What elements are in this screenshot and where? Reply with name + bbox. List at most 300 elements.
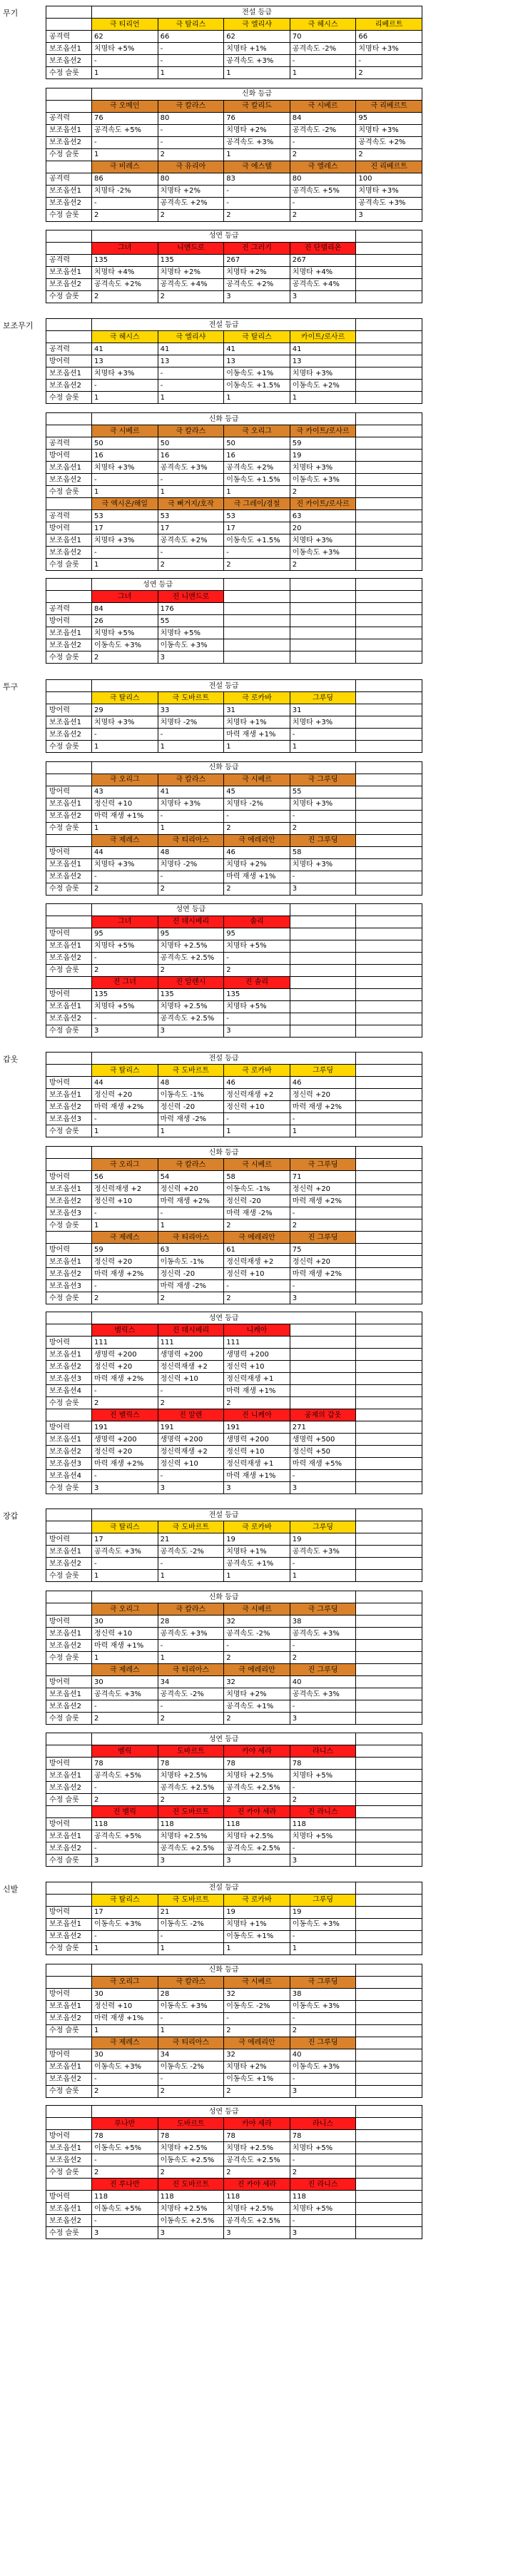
- stat-cell: 3: [290, 2227, 356, 2239]
- empty-cell: [356, 903, 422, 916]
- stat-cell: 치명타 +3%: [356, 43, 422, 55]
- empty-cell: [356, 1446, 422, 1458]
- table-row: [46, 498, 422, 510]
- item-name-cell: 극 카이트/로사르: [290, 425, 356, 437]
- table-row: [46, 148, 422, 161]
- table-row: [46, 197, 422, 209]
- empty-cell: [290, 1025, 356, 1037]
- table-row: [46, 1089, 422, 1101]
- empty-cell: [356, 1640, 422, 1652]
- stat-cell: 마력 재생 +1%: [224, 729, 290, 741]
- row-label: [46, 161, 92, 173]
- item-name-cell: 극 비레스: [92, 161, 158, 173]
- table-title-row: [46, 2106, 422, 2118]
- stat-cell: 50: [92, 437, 158, 450]
- stat-cell: 83: [224, 173, 290, 185]
- table-row: [46, 1065, 422, 1077]
- empty-cell: [356, 579, 422, 591]
- table-row: [46, 1942, 422, 1954]
- stat-cell: 치명타 +5%: [92, 940, 158, 952]
- stat-cell: 1: [158, 486, 224, 498]
- stat-cell: 이동속도 +5%: [92, 2142, 158, 2154]
- stat-cell: 치명타 +2%: [158, 266, 224, 278]
- table-row: [46, 1077, 422, 1089]
- item-name-cell: 카야 세라: [224, 2118, 290, 2130]
- stat-cell: 1: [92, 392, 158, 404]
- empty-cell: [46, 1733, 92, 1745]
- stat-cell: -: [158, 55, 224, 67]
- table-row: [46, 1770, 422, 1782]
- item-name-cell: 극 시베르: [224, 1159, 290, 1171]
- row-label: 방어력: [46, 2049, 92, 2061]
- table-title-row: [46, 1591, 422, 1603]
- empty-cell: [356, 1053, 422, 1065]
- stat-cell: 13: [224, 355, 290, 367]
- table-row: [46, 1533, 422, 1546]
- stat-cell: 1: [92, 67, 158, 79]
- stat-cell: 78: [290, 1758, 356, 1770]
- row-label: 보조옵션2: [46, 2215, 92, 2227]
- item-name-cell: 극 그루딩: [290, 774, 356, 786]
- stat-cell: 정신력재생 +2: [224, 1256, 290, 1268]
- empty-cell: [356, 651, 422, 664]
- stat-cell: 치명타 +2.5%: [224, 1770, 290, 1782]
- table-title-row: [46, 88, 422, 100]
- stat-cell: 38: [290, 1616, 356, 1628]
- stat-cell: -: [92, 1385, 158, 1397]
- empty-cell: [356, 774, 422, 786]
- empty-cell: [46, 88, 92, 100]
- empty-cell: [46, 1053, 92, 1065]
- stat-cell: 정신력 +10: [158, 1373, 224, 1385]
- table-row: [46, 450, 422, 462]
- stat-cell: 3: [92, 1855, 158, 1867]
- item-name-cell: 진 카야 세라: [224, 1806, 290, 1818]
- empty-cell: [356, 928, 422, 940]
- item-name-cell: 공제의 갑옷: [290, 1409, 356, 1421]
- stat-cell: 정신력 +20: [92, 1089, 158, 1101]
- stat-cell: 1: [290, 67, 356, 79]
- item-name-cell: 니케아: [224, 1324, 290, 1337]
- empty-cell: [356, 1065, 422, 1077]
- stat-cell: 생명력 +200: [92, 1349, 158, 1361]
- stat-cell: -: [290, 1470, 356, 1482]
- empty-cell: [356, 1385, 422, 1397]
- empty-cell: [356, 355, 422, 367]
- row-label: 보조옵션1: [46, 1256, 92, 1268]
- empty-cell: [224, 615, 290, 627]
- empty-cell: [356, 786, 422, 798]
- row-label: 방어력: [46, 450, 92, 462]
- stat-cell: 1: [92, 148, 158, 161]
- empty-cell: [356, 2061, 422, 2073]
- stat-cell: 이동속도 -2%: [224, 2000, 290, 2012]
- row-label: [46, 1324, 92, 1337]
- table-row: [46, 55, 422, 67]
- table-row: [46, 43, 422, 55]
- stat-cell: 1: [290, 741, 356, 753]
- table-row: [46, 2061, 422, 2073]
- stat-cell: 치명타 +3%: [356, 124, 422, 136]
- stat-cell: 19: [290, 450, 356, 462]
- stat-cell: 공격속도 +3%: [356, 197, 422, 209]
- stat-cell: 치명타 +2.5%: [224, 2203, 290, 2215]
- category-label: 무기: [3, 9, 19, 18]
- stat-cell: 정신력 -20: [158, 1101, 224, 1113]
- empty-cell: [356, 266, 422, 278]
- grade-title: 성연 등급: [92, 1733, 356, 1745]
- empty-cell: [356, 1930, 422, 1942]
- stat-cell: 치명타 +2.5%: [158, 1000, 224, 1013]
- row-label: 방어력: [46, 1906, 92, 1918]
- empty-cell: [356, 1733, 422, 1745]
- table-row: [46, 1373, 422, 1385]
- row-label: 공격력: [46, 510, 92, 522]
- stat-cell: -: [92, 380, 158, 392]
- empty-cell: [356, 1244, 422, 1256]
- stat-cell: 135: [92, 988, 158, 1000]
- empty-cell: [356, 1818, 422, 1830]
- stat-cell: 정신력재생 +2: [158, 1361, 224, 1373]
- table-row: [46, 1794, 422, 1806]
- row-label: 공격력: [46, 254, 92, 266]
- row-label: 방어력: [46, 1244, 92, 1256]
- stat-cell: 1: [224, 1125, 290, 1137]
- empty-cell: [46, 903, 92, 916]
- stat-cell: 32: [224, 1676, 290, 1688]
- stat-cell: 마력 재생 -2%: [158, 1113, 224, 1125]
- empty-cell: [356, 1782, 422, 1794]
- stat-cell: -: [92, 1113, 158, 1125]
- table-row: [46, 173, 422, 185]
- empty-cell: [356, 883, 422, 895]
- table-row: [46, 1349, 422, 1361]
- stat-cell: 공격속도 +1%: [224, 1558, 290, 1570]
- stat-cell: 치명타 +3%: [290, 367, 356, 380]
- table-row: [46, 2142, 422, 2154]
- row-label: 방어력: [46, 988, 92, 1000]
- stat-cell: -: [290, 2073, 356, 2085]
- stat-cell: 2: [290, 1652, 356, 1664]
- item-name-cell: 극 헤시스: [290, 19, 356, 31]
- table-row: [46, 928, 422, 940]
- empty-cell: [46, 761, 92, 774]
- row-label: 수정 슬롯: [46, 486, 92, 498]
- empty-cell: [356, 810, 422, 822]
- stat-cell: 84: [290, 112, 356, 124]
- stat-cell: 95: [158, 928, 224, 940]
- empty-cell: [356, 343, 422, 355]
- table-row: [46, 266, 422, 278]
- item-name-cell: 극 에스텔: [224, 161, 290, 173]
- table-row: [46, 1409, 422, 1421]
- stat-cell: 치명타 +3%: [92, 367, 158, 380]
- empty-cell: [356, 1964, 422, 1976]
- stat-cell: 이동속도 +3%: [290, 474, 356, 486]
- stat-cell: 17: [224, 522, 290, 534]
- row-label: 보조옵션2: [46, 1361, 92, 1373]
- table-row: [46, 1397, 422, 1409]
- item-name-cell: 극 유리아: [158, 161, 224, 173]
- stat-cell: -: [224, 1280, 290, 1292]
- item-name-cell: 도바르트: [158, 1745, 224, 1758]
- stat-cell: 마력 재생 +1%: [92, 1640, 158, 1652]
- stat-cell: [290, 1373, 356, 1385]
- stat-cell: -: [290, 1207, 356, 1219]
- stat-cell: 53: [224, 510, 290, 522]
- stat-cell: 마력 재생 +1%: [224, 1385, 290, 1397]
- table-row: [46, 290, 422, 303]
- table-row: [46, 1171, 422, 1183]
- stat-cell: 2: [224, 1292, 290, 1304]
- empty-cell: [356, 1207, 422, 1219]
- stat-cell: 19: [224, 1906, 290, 1918]
- stat-cell: 마력 재생 +1%: [224, 1470, 290, 1482]
- empty-cell: [46, 230, 92, 242]
- stat-cell: 이동속도 +3%: [92, 2061, 158, 2073]
- empty-cell: [356, 692, 422, 704]
- stat-cell: 1: [92, 1652, 158, 1664]
- stat-cell: 56: [92, 1171, 158, 1183]
- empty-cell: [356, 2024, 422, 2037]
- grade-table: [46, 88, 422, 222]
- empty-cell: [356, 450, 422, 462]
- empty-cell: [224, 603, 290, 615]
- stat-cell: 공격속도 +2.5%: [224, 1782, 290, 1794]
- row-label: 방어력: [46, 1533, 92, 1546]
- grade-title: 전설 등급: [92, 1882, 356, 1894]
- empty-cell: [356, 2203, 422, 2215]
- stat-cell: 마력 재생 -2%: [224, 1207, 290, 1219]
- stat-cell: 3: [356, 209, 422, 221]
- stat-cell: 3: [158, 1855, 224, 1867]
- empty-cell: [356, 1558, 422, 1570]
- empty-cell: [356, 367, 422, 380]
- stat-cell: 2: [224, 1713, 290, 1725]
- row-label: [46, 976, 92, 988]
- stat-cell: 이동속도 -2%: [158, 2061, 224, 2073]
- empty-cell: [356, 2215, 422, 2227]
- stat-cell: 이동속도 +1.5%: [224, 380, 290, 392]
- stat-cell: 76: [224, 112, 290, 124]
- stat-cell: 치명타 +2%: [224, 266, 290, 278]
- item-name-cell: 극 엘레스: [290, 161, 356, 173]
- stat-cell: 118: [158, 1818, 224, 1830]
- empty-cell: [356, 1842, 422, 1855]
- stat-cell: 치명타 +5%: [290, 2203, 356, 2215]
- empty-cell: [46, 680, 92, 692]
- item-name-cell: 벨릭스: [92, 1324, 158, 1337]
- stat-cell: [290, 1385, 356, 1397]
- stat-cell: -: [92, 1930, 158, 1942]
- row-label: 수정 슬롯: [46, 964, 92, 976]
- category-label: 신발: [3, 1884, 19, 1894]
- row-label: 보조옵션1: [46, 2061, 92, 2073]
- stat-cell: 3: [290, 1855, 356, 1867]
- stat-cell: 32: [224, 2049, 290, 2061]
- stat-cell: 치명타 +3%: [290, 534, 356, 547]
- table-title-row: [46, 6, 422, 19]
- empty-cell: [356, 462, 422, 474]
- empty-cell: [356, 1077, 422, 1089]
- table-row: [46, 1183, 422, 1195]
- grade-title: 성연 등급: [92, 2106, 356, 2118]
- stat-cell: 2: [158, 2166, 224, 2179]
- row-label: 방어력: [46, 1988, 92, 2000]
- stat-cell: 16: [158, 450, 224, 462]
- stat-cell: 공격속도 +3%: [224, 136, 290, 148]
- stat-cell: 공격속도 +2%: [158, 197, 224, 209]
- table-row: [46, 534, 422, 547]
- grade-title: 신화 등급: [92, 761, 356, 774]
- item-name-cell: 극 칼라스: [158, 774, 224, 786]
- stat-cell: -: [158, 1385, 224, 1397]
- item-name-cell: 극 엘리샤: [158, 331, 224, 343]
- table-row: [46, 1000, 422, 1013]
- table-row: [46, 603, 422, 615]
- stat-cell: 71: [290, 1171, 356, 1183]
- grade-title: 전설 등급: [92, 1509, 356, 1521]
- table-row: [46, 242, 422, 254]
- stat-cell: -: [290, 197, 356, 209]
- table-row: [46, 952, 422, 964]
- empty-cell: [356, 716, 422, 729]
- empty-cell: [356, 1603, 422, 1616]
- row-label: 보조옵션1: [46, 1830, 92, 1842]
- empty-cell: [356, 1700, 422, 1713]
- empty-cell: [290, 1000, 356, 1013]
- row-label: 보조옵션1: [46, 462, 92, 474]
- stat-cell: 95: [356, 112, 422, 124]
- grade-title: 신화 등급: [92, 413, 356, 425]
- row-label: 보조옵션2: [46, 1101, 92, 1113]
- stat-cell: 2: [92, 883, 158, 895]
- grade-title: 전설 등급: [92, 319, 356, 331]
- stat-cell: 1: [158, 2024, 224, 2037]
- stat-cell: -: [92, 1700, 158, 1713]
- empty-cell: [356, 392, 422, 404]
- stat-cell: 1: [92, 486, 158, 498]
- stat-cell: 118: [92, 1818, 158, 1830]
- stat-cell: -: [92, 952, 158, 964]
- empty-cell: [356, 729, 422, 741]
- stat-cell: -: [290, 871, 356, 883]
- empty-cell: [356, 1361, 422, 1373]
- table-row: [46, 1219, 422, 1232]
- grade-table: [46, 412, 422, 571]
- table-row: [46, 161, 422, 173]
- empty-cell: [356, 1219, 422, 1232]
- stat-cell: 공격속도 +2.5%: [224, 1842, 290, 1855]
- table-row: [46, 1244, 422, 1256]
- stat-cell: 2: [290, 209, 356, 221]
- table-row: [46, 2154, 422, 2166]
- empty-cell: [356, 798, 422, 810]
- stat-cell: -: [158, 2073, 224, 2085]
- stat-cell: 2: [290, 1219, 356, 1232]
- empty-cell: [356, 1688, 422, 1700]
- stat-cell: -: [290, 810, 356, 822]
- item-name-cell: 극 그루딩: [290, 1159, 356, 1171]
- stat-cell: 46: [224, 1077, 290, 1089]
- row-label: [46, 1065, 92, 1077]
- stat-cell: 치명타 +5%: [224, 940, 290, 952]
- item-name-cell: 카이트/로사르: [290, 331, 356, 343]
- row-label: 보조옵션2: [46, 2012, 92, 2024]
- stat-cell: 치명타 +2%: [158, 185, 224, 197]
- row-label: 보조옵션2: [46, 1013, 92, 1025]
- empty-cell: [46, 6, 92, 19]
- stat-cell: 16: [224, 450, 290, 462]
- empty-cell: [356, 1713, 422, 1725]
- stat-cell: 공격속도 +3%: [290, 1546, 356, 1558]
- table-row: [46, 462, 422, 474]
- table-row: [46, 1676, 422, 1688]
- stat-cell: -: [92, 1558, 158, 1570]
- stat-cell: 마력 재생 +2%: [290, 1195, 356, 1207]
- table-row: [46, 1988, 422, 2000]
- stat-cell: 2: [224, 883, 290, 895]
- row-label: 보조옵션1: [46, 858, 92, 871]
- item-name-cell: 극 에레리안: [224, 2037, 290, 2049]
- empty-cell: [356, 1292, 422, 1304]
- stat-cell: 마력 재생 +1%: [92, 2012, 158, 2024]
- stat-cell: -: [158, 1700, 224, 1713]
- table-row: [46, 1385, 422, 1397]
- empty-cell: [356, 2037, 422, 2049]
- stat-cell: 마력 재생 +2%: [92, 1373, 158, 1385]
- item-name-cell: 극 에레리안: [224, 834, 290, 846]
- stat-cell: -: [290, 1640, 356, 1652]
- table-row: [46, 846, 422, 858]
- stat-cell: 치명타 +3%: [92, 716, 158, 729]
- table-row: [46, 1159, 422, 1171]
- table-title-row: [46, 1053, 422, 1065]
- stat-cell: 59: [92, 1244, 158, 1256]
- empty-cell: [356, 1570, 422, 1582]
- empty-cell: [356, 1268, 422, 1280]
- stat-cell: 176: [158, 603, 224, 615]
- stat-cell: 19: [290, 1906, 356, 1918]
- stat-cell: 2: [290, 822, 356, 834]
- row-label: [46, 1976, 92, 1988]
- stat-cell: 34: [158, 1676, 224, 1688]
- stat-cell: 30: [92, 1616, 158, 1628]
- table-row: [46, 741, 422, 753]
- stat-cell: 2: [158, 148, 224, 161]
- stat-cell: 정신력 +20: [290, 1256, 356, 1268]
- stat-cell: 공격속도 -2%: [158, 1688, 224, 1700]
- item-name-cell: 그루딩: [290, 1894, 356, 1906]
- item-name-cell: 극 제레스: [92, 1664, 158, 1676]
- table-row: [46, 1546, 422, 1558]
- stat-cell: 공격속도 +2.5%: [224, 2154, 290, 2166]
- table-row: [46, 883, 422, 895]
- stat-cell: 2: [92, 290, 158, 303]
- empty-cell: [356, 1171, 422, 1183]
- table-row: [46, 1758, 422, 1770]
- empty-cell: [356, 639, 422, 651]
- stat-cell: 정신력 +10: [224, 1101, 290, 1113]
- stat-cell: 이동속도 +1%: [224, 2073, 290, 2085]
- stat-cell: 1: [290, 1125, 356, 1137]
- table-row: [46, 1713, 422, 1725]
- table-row: [46, 1830, 422, 1842]
- stat-cell: 3: [158, 651, 224, 664]
- item-name-cell: 극 탈리스: [158, 19, 224, 31]
- table-row: [46, 2191, 422, 2203]
- stat-cell: 78: [224, 2130, 290, 2142]
